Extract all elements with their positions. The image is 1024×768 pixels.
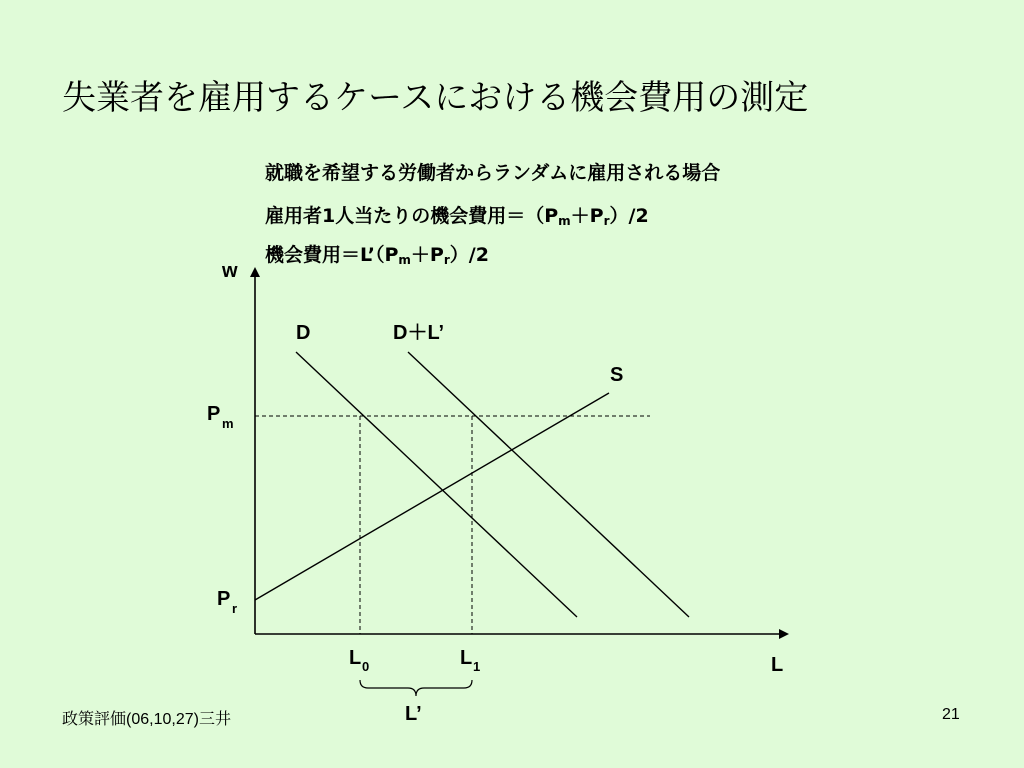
l0-subscript: 0 [362, 659, 370, 674]
note-line-3-suffix: ）/2 [449, 244, 489, 266]
slide-title: 失業者を雇用するケースにおける機会費用の測定 [62, 78, 809, 118]
pr-subscript: r [232, 601, 238, 616]
curve-d-plus-l-label: D＋L’ [393, 322, 445, 344]
x-axis-label: L [771, 654, 784, 676]
note-line-2-mid: ＋P [570, 205, 604, 227]
brace-label: L’ [405, 703, 422, 725]
pm-label: P [207, 403, 221, 425]
note-line-3-mid: ＋P [410, 244, 444, 266]
note-line-3-prefix: 機会費用＝L’（P [265, 244, 399, 266]
l0-label: L [349, 647, 362, 669]
note-line-2-sub-r: r [603, 214, 610, 228]
pr-label: P [217, 588, 231, 610]
note-line-3-sub-r: r [443, 253, 450, 267]
supply-curve-s [255, 393, 609, 600]
note-line-2-suffix: ）/2 [609, 205, 649, 227]
l1-subscript: 1 [473, 659, 481, 674]
footer-left: 政策評価(06,10,27)三井 [62, 711, 231, 728]
curve-d-label: D [296, 322, 311, 344]
note-line-2-sub-m: m [558, 214, 571, 228]
l1-label: L [460, 647, 473, 669]
pm-subscript: m [222, 416, 234, 431]
brace [360, 680, 472, 696]
note-line-2-prefix: 雇用者1人当たりの機会費用＝（P [265, 205, 559, 227]
note-line-1: 就職を希望する労働者からランダムに雇用される場合 [265, 162, 721, 184]
demand-curve-d-plus-l [408, 352, 689, 617]
y-axis-label: w [222, 260, 238, 282]
curve-s-label: S [610, 364, 624, 386]
note-line-3-sub-m: m [398, 253, 411, 267]
slide-number: 21 [942, 706, 960, 723]
demand-curve-d [296, 352, 577, 617]
